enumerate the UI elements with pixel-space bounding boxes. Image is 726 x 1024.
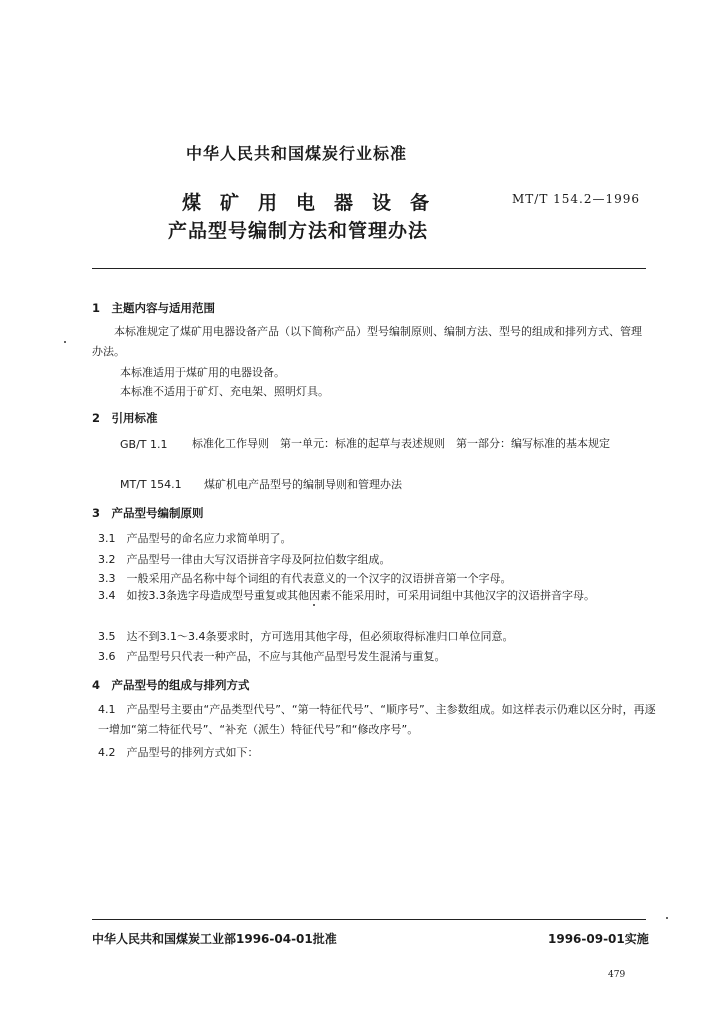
clause-4-1: 4.1 产品型号主要由“产品类型代号”、“第一特征代号”、“顺序号”、主参数组成。如这样表示仍难以区分时，再逐一增加“第二特征代号”、“补充（派生）特征代号”和“修改序号”。	[98, 703, 656, 736]
reference-1-title: 标准化工作导则 第一单元：标准的起草与表述规则 第一部分：编写标准的基本规定	[192, 437, 610, 450]
reference-1-code: GB/T 1.1	[120, 438, 168, 451]
section-4-title: 4 产品型号的组成与排列方式	[92, 678, 250, 692]
footer-rule	[92, 919, 646, 920]
clause-3-2: 3.2 产品型号一律由大写汉语拼音字母及阿拉伯数字组成。	[98, 553, 391, 566]
scan-speck	[313, 604, 315, 606]
document-title-line2: 产品型号编制方法和管理办法	[168, 220, 429, 242]
clause-3-6: 3.6 产品型号只代表一种产品，不应与其他产品型号发生混淆与重复。	[98, 650, 446, 663]
clause-4-2: 4.2 产品型号的排列方式如下：	[98, 746, 259, 759]
section-1-paragraph-1: 本标准规定了煤矿用电器设备产品（以下简称产品）型号编制原则、编制方法、型号的组成和排列方式、管理办法。	[92, 325, 642, 358]
page-number: 479	[608, 970, 626, 980]
standard-number: MT/T 154.2—1996	[512, 192, 641, 206]
clause-3-4: 3.4 如按3.3条选字母造成型号重复或其他因素不能采用时，可采用词组中其他汉字的汉语拼音字母。	[98, 589, 595, 602]
document-title-line1: 煤矿用电器设备	[182, 192, 449, 214]
section-2-title: 2 引用标准	[92, 411, 158, 425]
scan-speck	[64, 341, 66, 343]
approval-line: 中华人民共和国煤炭工业部1996-04-01批准	[92, 932, 337, 946]
clause-3-5: 3.5 达不到3.1～3.4条要求时，方可选用其他字母，但必须取得标准归口单位同意。	[98, 630, 514, 643]
clause-3-1: 3.1 产品型号的命名应力求简单明了。	[98, 532, 292, 545]
section-1-title: 1 主题内容与适用范围	[92, 301, 216, 315]
reference-2-title: 煤矿机电产品型号的编制导则和管理办法	[204, 478, 402, 491]
reference-2-code: MT/T 154.1	[120, 478, 182, 491]
document-header: 中华人民共和国煤炭行业标准	[186, 144, 408, 163]
implementation-date: 1996-09-01实施	[548, 932, 649, 946]
scan-speck	[666, 917, 668, 919]
section-3-title: 3 产品型号编制原则	[92, 506, 204, 520]
section-1-paragraph-3: 本标准不适用于矿灯、充电架、照明灯具。	[120, 385, 329, 398]
clause-3-3: 3.3 一般采用产品名称中每个词组的有代表意义的一个汉字的汉语拼音第一个字母。	[98, 572, 512, 585]
section-1-paragraph-2: 本标准适用于煤矿用的电器设备。	[120, 366, 285, 379]
header-rule	[92, 268, 646, 269]
